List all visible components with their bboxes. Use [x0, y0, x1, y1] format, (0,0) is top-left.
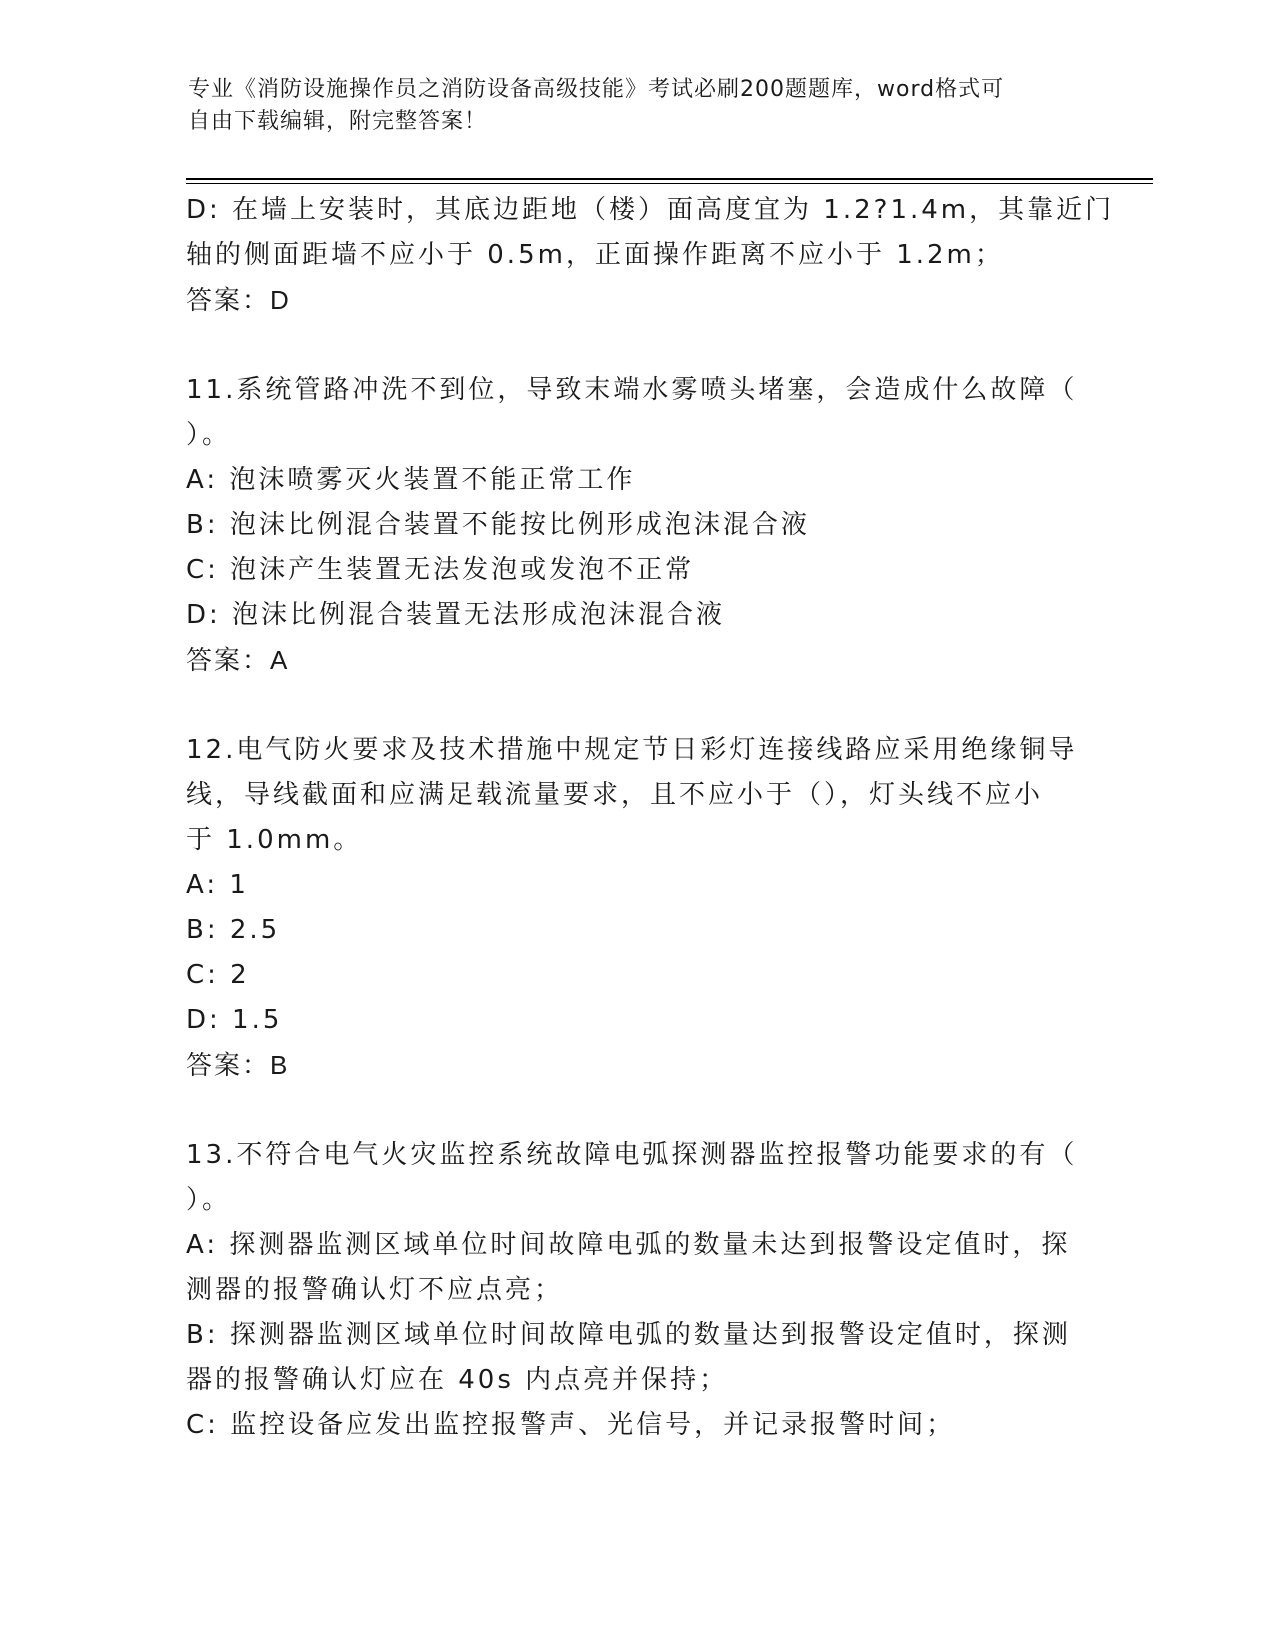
answer-label: 答案：D: [186, 285, 291, 315]
option-b: 器的报警确认灯应在 40s 内点亮并保持；: [186, 1365, 729, 1395]
option-d-line: D: 在墙上安装时，其底边距地（楼）面高度宜为 1.2?1.4m，其靠近门: [186, 195, 1115, 225]
question-stem: 11.系统管路冲洗不到位，导致末端水雾喷头堵塞，会造成什么故障（: [186, 375, 1078, 405]
option-a: A: 泡沫喷雾灭火装置不能正常工作: [186, 465, 636, 495]
option-a: 测器的报警确认灯不应点亮；: [186, 1275, 564, 1305]
option-c: C: 泡沫产生装置无法发泡或发泡不正常: [186, 555, 695, 585]
question-stem: 12.电气防火要求及技术措施中规定节日彩灯连接线路应采用绝缘铜导: [186, 735, 1078, 765]
option-c: C: 2: [186, 960, 250, 990]
spacer: [186, 1088, 1086, 1133]
question-content: [186, 188, 1115, 1448]
header-divider-thick: [186, 178, 1153, 180]
question-stem: ）。: [186, 1185, 232, 1215]
option-d-line: 轴的侧面距墙不应小于 0.5m，正面操作距离不应小于 1.2m；: [186, 240, 1004, 270]
question-12: [186, 728, 1086, 1088]
spacer: [186, 323, 1086, 368]
option-d: D: 泡沫比例混合装置无法形成泡沫混合液: [186, 600, 726, 630]
question-stem: 线，导线截面和应满足载流量要求，且不应小于（），灯头线不应小: [186, 780, 1044, 810]
question-11: [186, 368, 1086, 683]
option-b: B: 探测器监测区域单位时间故障电弧的数量达到报警设定值时，探测: [186, 1320, 1071, 1350]
option-c: C: 监控设备应发出监控报警声、光信号，并记录报警时间；: [186, 1410, 956, 1440]
answer-label: 答案：A: [186, 645, 290, 675]
answer-label: 答案：B: [186, 1050, 290, 1080]
option-d: D: 1.5: [186, 1005, 283, 1035]
option-b: B: 2.5: [186, 915, 281, 945]
question-stem: ）。: [186, 420, 232, 450]
header-divider-thin: [186, 183, 1153, 184]
question-stem: 于 1.0mm。: [186, 825, 363, 855]
header-line-1: 专业《消防设施操作员之消防设备高级技能》考试必刷200题题库，word格式可: [188, 77, 1005, 102]
spacer: [186, 683, 1086, 728]
document-header: [188, 74, 1088, 138]
option-a: A: 探测器监测区域单位时间故障电弧的数量未达到报警设定值时，探: [186, 1230, 1071, 1260]
option-a: A: 1: [186, 870, 249, 900]
question-10-tail: [186, 188, 1115, 323]
header-line-2: 自由下载编辑，附完整答案！: [188, 109, 488, 134]
question-13: [186, 1133, 1086, 1448]
question-stem: 13.不符合电气火灾监控系统故障电弧探测器监控报警功能要求的有（: [186, 1140, 1078, 1170]
option-b: B: 泡沫比例混合装置不能按比例形成泡沫混合液: [186, 510, 810, 540]
